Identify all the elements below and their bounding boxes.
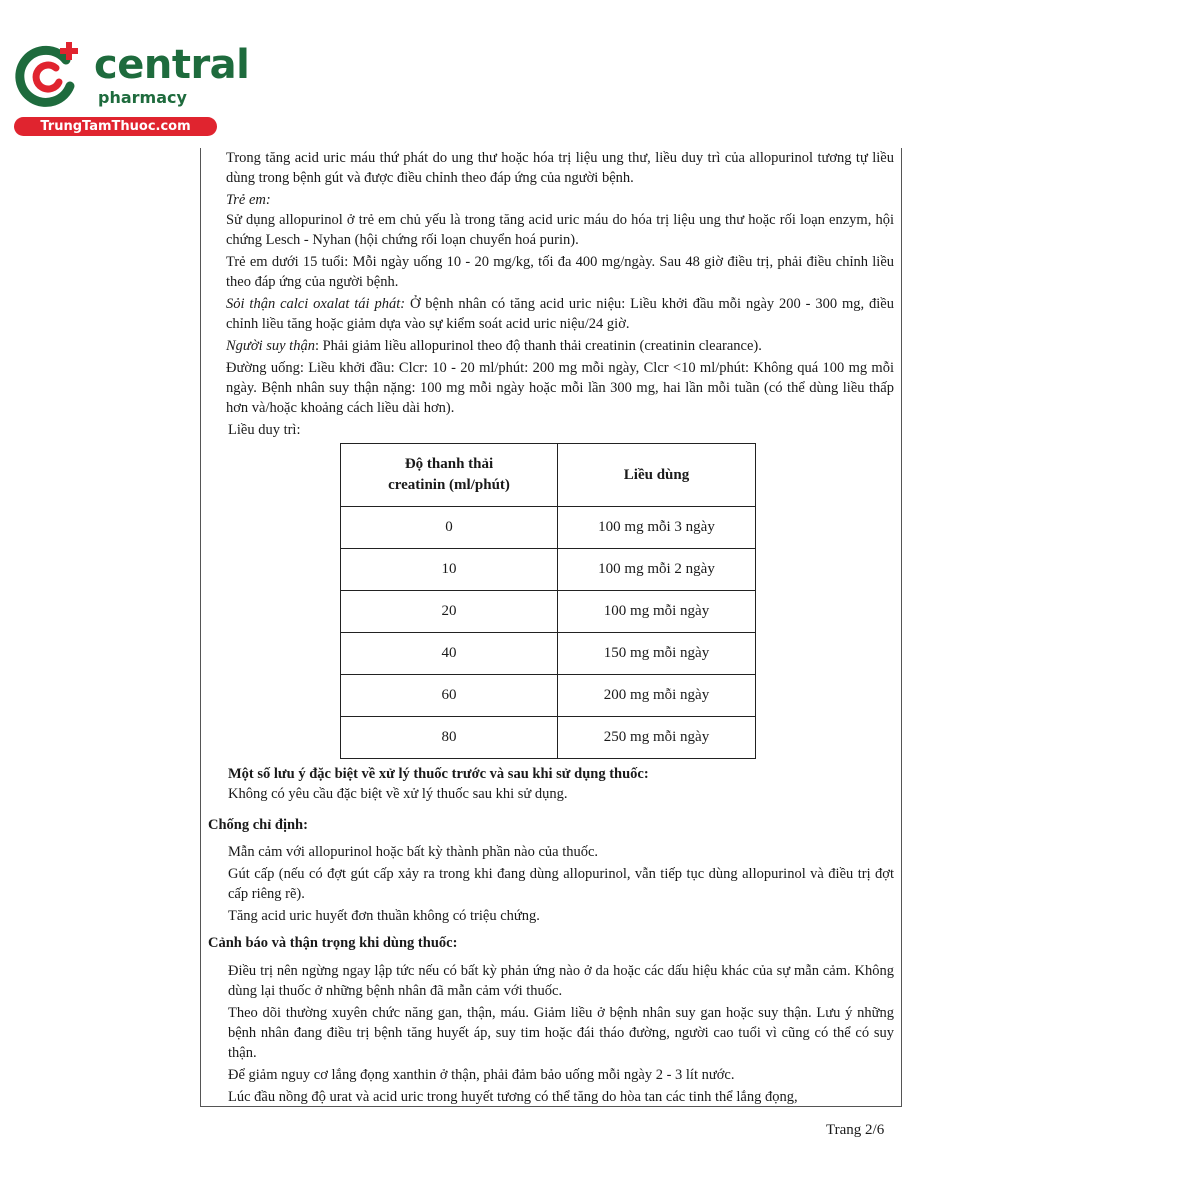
cell-dose: 100 mg mỗi 3 ngày — [558, 507, 756, 549]
handling-section — [228, 764, 894, 804]
pharmacy-logo-icon — [12, 38, 84, 110]
document-body — [226, 148, 894, 440]
table-row — [341, 633, 756, 675]
dose-table — [340, 443, 756, 759]
cell-clearance: 60 — [341, 675, 558, 717]
header-clearance — [341, 444, 558, 507]
cell-clearance: 0 — [341, 507, 558, 549]
contraindication-item: Tăng acid uric huyết đơn thuần không có triệu chứng. — [228, 908, 540, 924]
header-dose: Liều dùng — [558, 444, 756, 507]
label-children: Trẻ em: — [226, 192, 271, 208]
logo-subtitle: pharmacy — [98, 88, 187, 107]
paragraph-renal-impairment — [226, 336, 894, 356]
label-maintenance-dose: Liều duy trì: — [228, 422, 301, 438]
table-row — [341, 591, 756, 633]
cell-dose: 100 mg mỗi 2 ngày — [558, 549, 756, 591]
kidney-stones-label: Sỏi thận calci oxalat tái phát: — [226, 296, 406, 312]
warnings-title: Cảnh báo và thận trọng khi dùng thuốc: — [208, 935, 458, 951]
contraindications-title: Chống chỉ định: — [208, 817, 308, 833]
header-clearance-line1: Độ thanh thải — [404, 456, 494, 472]
contraindication-item: Mẫn cảm với allopurinol hoặc bất kỳ thành phần nào của thuốc. — [228, 844, 599, 860]
contraindication-item: Gút cấp (nếu có đợt gút cấp xảy ra trong khi đang dùng allopurinol, vẫn tiếp tục dùng allopurinol và điều trị đợt cấp riêng rẽ). — [228, 866, 894, 902]
central-pharmacy-logo[interactable] — [8, 36, 250, 136]
paragraph-secondary-hyperuricemia: Trong tăng acid uric máu thứ phát do ung thư hoặc hóa trị liệu ung thư, liều duy trì của allopurinol tương tự liều dùng trong bệnh gút và được điều chỉnh theo đáp ứng của người bệnh. — [226, 150, 894, 186]
handling-text: Không có yêu cầu đặc biệt về xử lý thuốc sau khi sử dụng. — [228, 786, 568, 802]
contraindications-list — [228, 842, 894, 926]
cell-clearance: 80 — [341, 717, 558, 759]
page-number: Trang 2/6 — [826, 1122, 885, 1138]
warning-item: Theo dõi thường xuyên chức năng gan, thận, máu. Giảm liều ở bệnh nhân suy gan hoặc suy thận. Lưu ý những bệnh nhân đang điều trị bệnh tăng huyết áp, suy tim hoặc đái tháo đường, người cao tuổi vì cũng có thể có suy thận. — [228, 1005, 894, 1061]
paragraph-oral-dosing: Đường uống: Liều khởi đầu: Clcr: 10 - 20 ml/phút: 200 mg mỗi ngày, Clcr <10 ml/phút: Không quá 100 mg mỗi ngày. Bệnh nhân suy thận nặng: 100 mg mỗi ngày hoặc mỗi lần 300 mg, hai lần mỗi tuần (có thể dùng liều thấp hơn và/hoặc khoảng cách liều dài hơn). — [226, 360, 894, 416]
warning-item: Để giảm nguy cơ lắng đọng xanthin ở thận, phải đảm bảo uống mỗi ngày 2 - 3 lít nước. — [228, 1067, 735, 1083]
cell-clearance: 10 — [341, 549, 558, 591]
table-row — [341, 549, 756, 591]
warning-item: Điều trị nên ngừng ngay lập tức nếu có bất kỳ phản ứng nào ở da hoặc các dấu hiệu khác của sự mẫn cảm. Không dùng lại thuốc ở những bệnh nhân đã mẫn cảm với thuốc. — [228, 963, 894, 999]
contraindications-section — [208, 815, 894, 835]
warnings-list — [228, 961, 894, 1107]
kidney-stones-text: Ở bệnh nhân có tăng acid uric niệu: Liều khởi đầu mỗi ngày 200 - 300 mg, điều chỉnh liều tăng hoặc giảm dựa vào sự kiểm soát acid uric niệu/24 giờ. — [226, 296, 894, 332]
cell-clearance: 40 — [341, 633, 558, 675]
table-header-row — [341, 444, 756, 507]
renal-impairment-label: Người suy thận — [226, 338, 315, 354]
renal-impairment-text: : Phải giảm liều allopurinol theo độ thanh thải creatinin (creatinin clearance). — [314, 338, 762, 354]
warning-item: Lúc đầu nồng độ urat và acid uric trong huyết tương có thể tăng do hòa tan các tinh thể lắng đọng, — [228, 1089, 798, 1105]
cell-dose: 100 mg mỗi ngày — [558, 591, 756, 633]
header-clearance-line2: creatinin (ml/phút) — [388, 477, 510, 493]
table-row — [341, 717, 756, 759]
table-row — [341, 507, 756, 549]
table-row — [341, 675, 756, 717]
warnings-section — [208, 933, 894, 953]
paragraph-children-dose: Trẻ em dưới 15 tuổi: Mỗi ngày uống 10 - 20 mg/kg, tối đa 400 mg/ngày. Sau 48 giờ điều trị, phải điều chỉnh liều theo đáp ứng của người bệnh. — [226, 254, 894, 290]
handling-title: Một số lưu ý đặc biệt về xử lý thuốc trước và sau khi sử dụng thuốc: — [228, 766, 649, 782]
paragraph-children-use: Sử dụng allopurinol ở trẻ em chủ yếu là trong tăng acid uric máu do hóa trị liệu ung thư hoặc rối loạn enzym, hội chứng Lesch - Nyhan (hội chứng rối loạn chuyển hoá purin). — [226, 212, 894, 248]
cell-dose: 150 mg mỗi ngày — [558, 633, 756, 675]
cell-dose: 250 mg mỗi ngày — [558, 717, 756, 759]
paragraph-kidney-stones — [226, 294, 894, 334]
cell-dose: 200 mg mỗi ngày — [558, 675, 756, 717]
logo-url-badge[interactable]: TrungTamThuoc.com — [14, 117, 217, 136]
logo-name: central — [94, 42, 250, 88]
cell-clearance: 20 — [341, 591, 558, 633]
